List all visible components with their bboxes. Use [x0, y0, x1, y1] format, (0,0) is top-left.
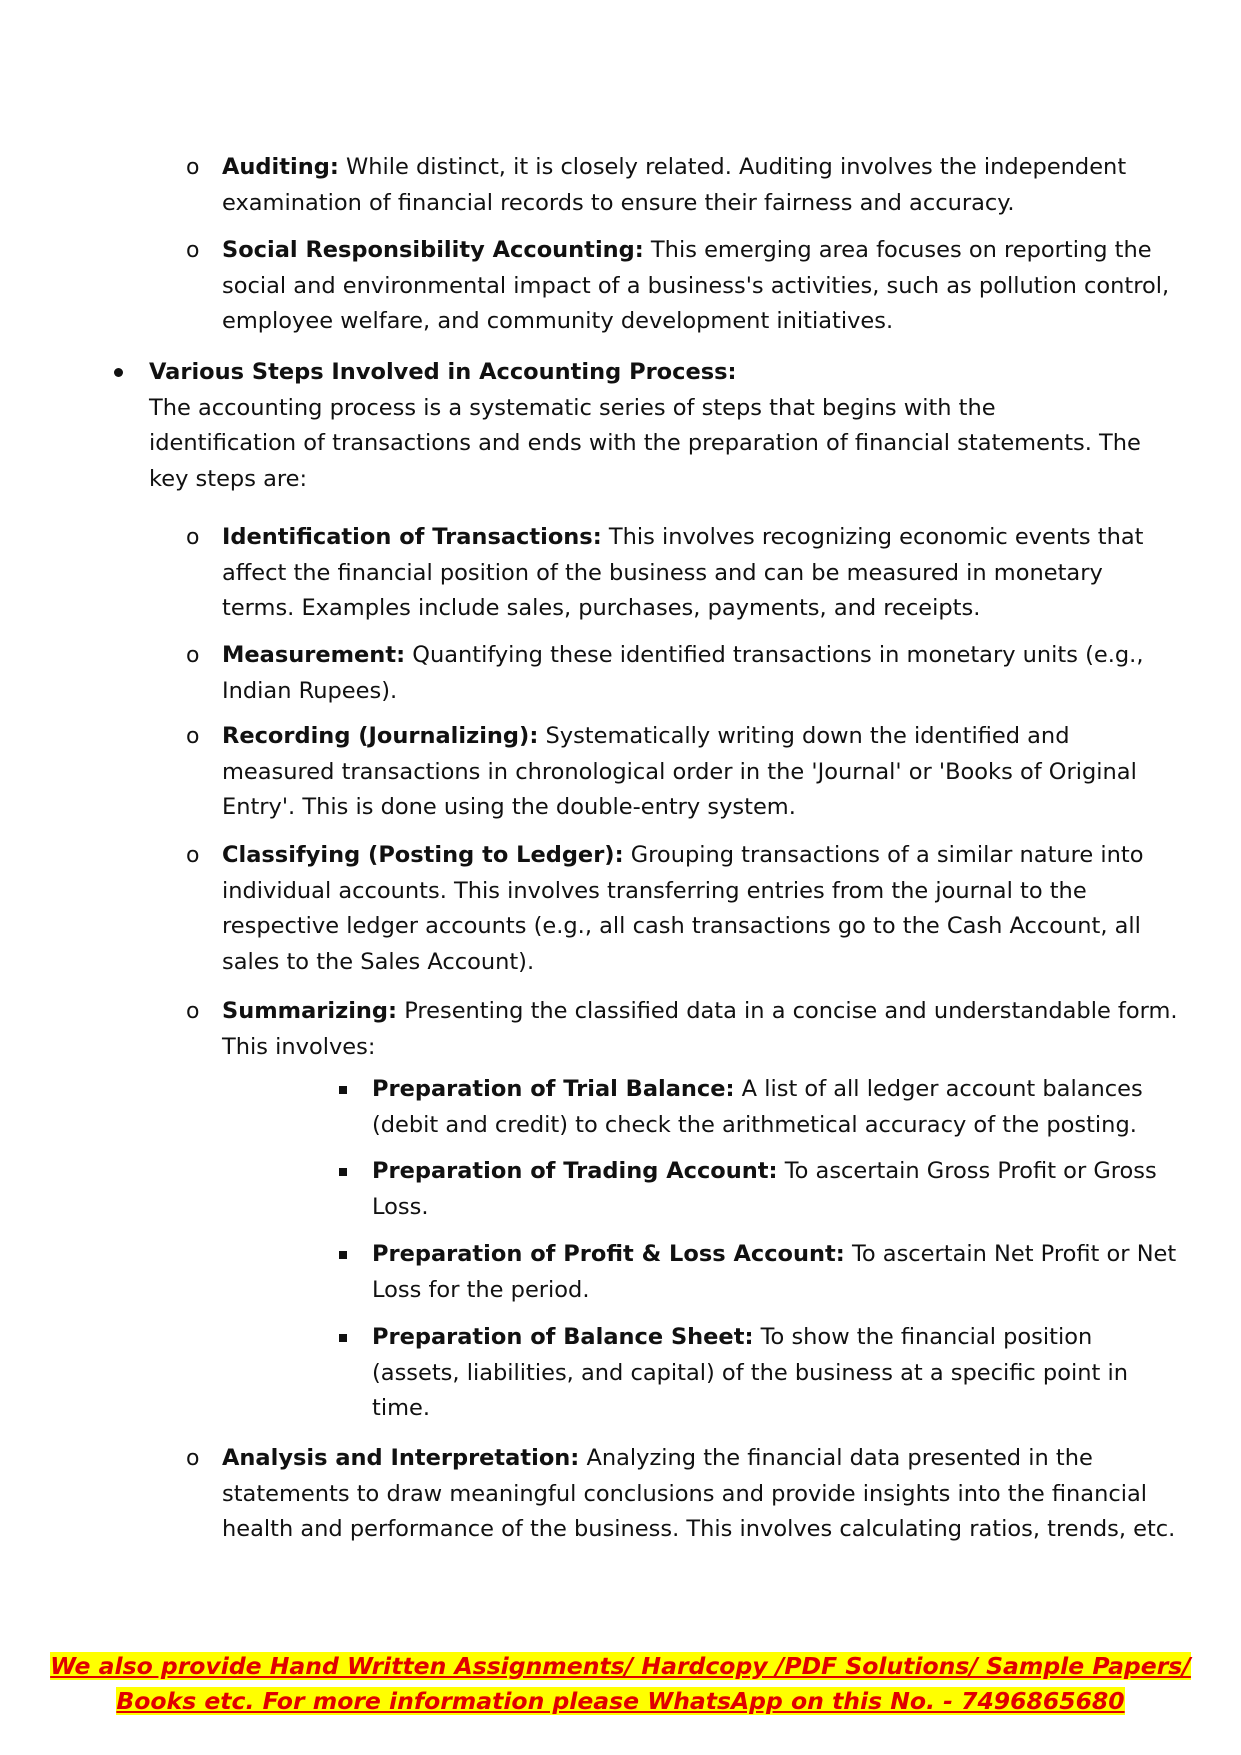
item-term: Identification of Transactions:: [222, 524, 602, 550]
section-intro: The accounting process is a systematic series of steps that begins with the identification of transactions and ends with the preparation of financial statements. The key steps are:: [149, 394, 1141, 492]
item-text: This involves recognizing economic events that affect the financial position of the business and can be measured in monetary terms. Examples include sales, purchases, payments, and receipts.: [222, 524, 1144, 621]
list-item-identification: [222, 520, 1182, 627]
item-term: Recording (Journalizing):: [222, 723, 539, 749]
item-text: Grouping transactions of a similar nature into individual accounts. This involves transferring entries from the journal to the respective ledger accounts (e.g., all cash transactions go to the Cash Account, all sales to the Sales Account).: [222, 842, 1144, 975]
item-text: A list of all ledger account balances (debit and credit) to check the arithmetical accuracy of the posting.: [372, 1076, 1143, 1138]
list-item-classifying: [222, 838, 1182, 980]
square-bullet-icon: [339, 1251, 347, 1259]
circle-bullet-icon: o: [186, 238, 200, 263]
sub-item-profit-loss: [372, 1237, 1182, 1308]
item-text: Presenting the classified data in a concise and understandable form. This involves:: [222, 998, 1178, 1060]
sub-item-trial-balance: [372, 1072, 1182, 1143]
square-bullet-icon: [339, 1086, 347, 1094]
list-item-auditing: [222, 150, 1182, 221]
footer-promo-line-1: [0, 1649, 1241, 1683]
list-item-social-responsibility: [222, 233, 1182, 340]
item-text: To show the financial position (assets, liabilities, and capital) of the business at a specific point in time.: [372, 1324, 1128, 1421]
circle-bullet-icon: o: [186, 1446, 200, 1471]
circle-bullet-icon: o: [186, 155, 200, 180]
circle-bullet-icon: o: [186, 643, 200, 668]
sub-item-trading-account: [372, 1154, 1182, 1225]
item-text: Analyzing the financial data presented in the statements to draw meaningful conclusions and provide insights into the financial health and performance of the business. This involves calculating ratios, trends, etc.: [222, 1445, 1176, 1542]
item-term: Preparation of Trial Balance:: [372, 1076, 735, 1102]
item-term: Preparation of Balance Sheet:: [372, 1324, 754, 1350]
list-item-analysis: [222, 1441, 1182, 1548]
item-term: Preparation of Trading Account:: [372, 1158, 778, 1184]
item-term: Analysis and Interpretation:: [222, 1445, 580, 1471]
item-text: To ascertain Net Profit or Net Loss for the period.: [372, 1241, 1177, 1303]
item-text: This emerging area focuses on reporting the social and environmental impact of a business's activities, such as pollution control, employee welfare, and community development initiatives.: [222, 237, 1170, 334]
section-various-steps: [149, 355, 1149, 497]
square-bullet-icon: [339, 1334, 347, 1342]
item-text: Systematically writing down the identified and measured transactions in chronological order in the 'Journal' or 'Books of Original Entry'. This is done using the double-entry system.: [222, 723, 1137, 820]
footer-promo-line-2: [0, 1684, 1241, 1718]
item-text: Quantifying these identified transactions in monetary units (e.g., Indian Rupees).: [222, 642, 1144, 704]
list-item-measurement: [222, 638, 1182, 709]
item-text: While distinct, it is closely related. Auditing involves the independent examination of financial records to ensure their fairness and accuracy.: [222, 154, 1127, 216]
circle-bullet-icon: o: [186, 843, 200, 868]
item-term: Social Responsibility Accounting:: [222, 237, 644, 263]
item-term: Preparation of Profit & Loss Account:: [372, 1241, 845, 1267]
item-term: Classifying (Posting to Ledger):: [222, 842, 624, 868]
section-heading: Various Steps Involved in Accounting Process:: [149, 359, 737, 385]
square-bullet-icon: [339, 1168, 347, 1176]
circle-bullet-icon: o: [186, 999, 200, 1024]
footer-text-1: We also provide Hand Written Assignments/ Hardcopy /PDF Solutions/ Sample Papers/: [50, 1652, 1191, 1680]
list-item-recording: [222, 719, 1182, 826]
item-term: Auditing:: [222, 154, 339, 180]
item-text: To ascertain Gross Profit or Gross Loss.: [372, 1158, 1157, 1220]
footer-text-2: Books etc. For more information please WhatsApp on this No. - 7496865680: [116, 1687, 1125, 1715]
item-term: Measurement:: [222, 642, 406, 668]
item-term: Summarizing:: [222, 998, 398, 1024]
list-item-summarizing: [222, 994, 1182, 1065]
circle-bullet-icon: o: [186, 724, 200, 749]
filled-bullet-icon: [114, 368, 123, 377]
sub-item-balance-sheet: [372, 1320, 1182, 1427]
circle-bullet-icon: o: [186, 525, 200, 550]
